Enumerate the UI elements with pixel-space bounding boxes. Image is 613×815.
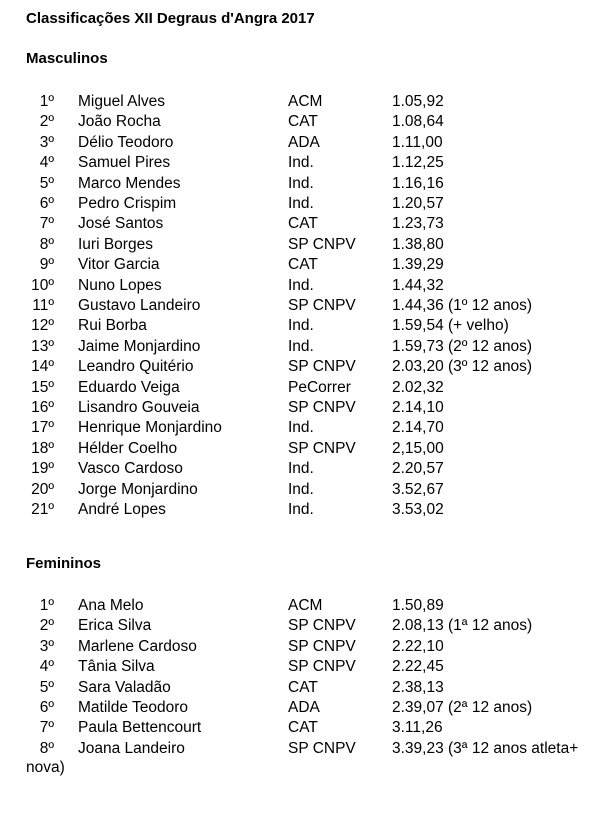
position-cell: 7º bbox=[39, 215, 54, 233]
athlete-name-cell: André Lopes bbox=[78, 501, 166, 518]
athlete-name-cell: Matilde Teodoro bbox=[78, 699, 189, 716]
athlete-name-cell: João Rocha bbox=[78, 113, 161, 131]
athlete-name-cell: Vasco Cardoso bbox=[78, 460, 183, 478]
position-cell: 12º bbox=[31, 317, 54, 335]
position-cell: 16º bbox=[31, 399, 54, 416]
position-cell: 2º bbox=[39, 113, 54, 131]
athlete-name-cell: Iuri Borges bbox=[78, 235, 153, 253]
club-cell: SP CNPV bbox=[288, 637, 356, 655]
section-heading-femininos: Femininos bbox=[26, 555, 102, 572]
time-cell: 1.50,89 bbox=[392, 597, 444, 614]
athlete-name-cell: Ana Melo bbox=[78, 597, 144, 614]
club-cell: Ind. bbox=[288, 419, 314, 437]
athlete-name-cell: Samuel Pires bbox=[78, 154, 171, 172]
page-title: Classificações XII Degraus d'Angra 2017 bbox=[26, 10, 315, 27]
athlete-name-cell: Sara Valadão bbox=[78, 678, 171, 696]
club-cell: ACM bbox=[288, 597, 323, 614]
time-cell: 2.20,57 bbox=[392, 460, 444, 478]
athlete-name-cell: Leandro Quitério bbox=[78, 358, 194, 376]
club-cell: PeCorrer bbox=[288, 378, 351, 396]
position-cell: 14º bbox=[31, 358, 54, 376]
time-cell: 2.02,32 bbox=[392, 378, 444, 396]
club-cell: CAT bbox=[288, 256, 318, 274]
time-cell: 1.16,16 bbox=[392, 174, 444, 192]
club-cell: SP CNPV bbox=[288, 658, 356, 676]
club-cell: SP CNPV bbox=[288, 439, 356, 457]
athlete-name-cell: Paula Bettencourt bbox=[78, 719, 202, 737]
time-cell: 1.39,29 bbox=[392, 256, 444, 274]
club-cell: CAT bbox=[288, 719, 318, 737]
position-cell: 4º bbox=[39, 658, 54, 676]
position-cell: 6º bbox=[39, 195, 54, 212]
club-cell: Ind. bbox=[288, 337, 314, 355]
club-cell: ADA bbox=[288, 699, 320, 716]
position-cell: 17º bbox=[31, 419, 54, 437]
athlete-name-cell: Vitor Garcia bbox=[78, 256, 160, 274]
athlete-name-cell: Gustavo Landeiro bbox=[78, 297, 201, 314]
time-cell: 2,15,00 bbox=[392, 439, 444, 457]
time-cell: 2.22,45 bbox=[392, 658, 444, 676]
athlete-name-cell: Pedro Crispim bbox=[78, 195, 177, 212]
position-cell: 6º bbox=[39, 699, 54, 716]
club-cell: ADA bbox=[288, 133, 320, 151]
position-cell: 10º bbox=[31, 276, 54, 294]
position-cell: 21º bbox=[31, 501, 54, 518]
club-cell: Ind. bbox=[288, 174, 314, 192]
row-continuation-text: nova) bbox=[26, 759, 65, 776]
club-cell: SP CNPV bbox=[288, 297, 356, 314]
athlete-name-cell: Jaime Monjardino bbox=[78, 337, 201, 355]
time-cell: 1.59,73 (2º 12 anos) bbox=[392, 337, 533, 355]
time-cell: 2.38,13 bbox=[392, 678, 444, 696]
club-cell: SP CNPV bbox=[288, 358, 356, 376]
club-cell: Ind. bbox=[288, 154, 314, 172]
athlete-name-cell: Miguel Alves bbox=[78, 93, 166, 110]
club-cell: Ind. bbox=[288, 276, 314, 294]
position-cell: 8º bbox=[39, 235, 54, 253]
time-cell: 2.14,10 bbox=[392, 399, 444, 416]
club-cell: CAT bbox=[288, 678, 318, 696]
time-cell: 1.44,32 bbox=[392, 276, 444, 294]
athlete-name-cell: Nuno Lopes bbox=[78, 276, 162, 294]
position-cell: 1º bbox=[39, 597, 54, 614]
time-cell: 1.05,92 bbox=[392, 93, 444, 110]
position-cell: 11º bbox=[32, 297, 54, 314]
position-cell: 8º bbox=[39, 739, 54, 757]
position-cell: 13º bbox=[31, 337, 54, 355]
club-cell: Ind. bbox=[288, 501, 314, 518]
time-cell: 3.11,26 bbox=[392, 719, 443, 737]
time-cell: 2.22,10 bbox=[392, 637, 444, 655]
position-cell: 5º bbox=[39, 174, 54, 192]
position-cell: 3º bbox=[39, 133, 54, 151]
club-cell: ACM bbox=[288, 93, 323, 110]
position-cell: 3º bbox=[39, 637, 54, 655]
club-cell: CAT bbox=[288, 215, 318, 233]
club-cell: SP CNPV bbox=[288, 399, 356, 416]
time-cell: 2.08,13 (1ª 12 anos) bbox=[392, 617, 533, 635]
position-cell: 15º bbox=[31, 378, 54, 396]
athlete-name-cell: Hélder Coelho bbox=[78, 439, 178, 457]
time-cell: 1.38,80 bbox=[392, 235, 444, 253]
position-cell: 19º bbox=[31, 460, 54, 478]
time-cell: 1.23,73 bbox=[392, 215, 444, 233]
club-cell: Ind. bbox=[288, 480, 314, 498]
time-cell: 2.39,07 (2ª 12 anos) bbox=[392, 699, 533, 716]
club-cell: SP CNPV bbox=[288, 235, 356, 253]
athlete-name-cell: José Santos bbox=[78, 215, 164, 233]
athlete-name-cell: Rui Borba bbox=[78, 317, 147, 335]
time-cell: 2.03,20 (3º 12 anos) bbox=[392, 358, 533, 376]
time-cell: 2.14,70 bbox=[392, 419, 444, 437]
time-cell: 3.39,23 (3ª 12 anos atleta+ bbox=[392, 739, 579, 757]
position-cell: 7º bbox=[39, 719, 54, 737]
athlete-name-cell: Henrique Monjardino bbox=[78, 419, 222, 437]
club-cell: Ind. bbox=[288, 460, 314, 478]
athlete-name-cell: Joana Landeiro bbox=[78, 739, 185, 757]
time-cell: 1.12,25 bbox=[392, 154, 444, 172]
time-cell: 1.44,36 (1º 12 anos) bbox=[392, 297, 533, 314]
position-cell: 9º bbox=[39, 256, 54, 274]
athlete-name-cell: Jorge Monjardino bbox=[78, 480, 198, 498]
position-cell: 18º bbox=[31, 439, 54, 457]
time-cell: 1.08,64 bbox=[392, 113, 444, 131]
time-cell: 3.52,67 bbox=[392, 480, 444, 498]
time-cell: 1.20,57 bbox=[392, 195, 444, 212]
club-cell: CAT bbox=[288, 113, 318, 131]
athlete-name-cell: Eduardo Veiga bbox=[78, 378, 180, 396]
position-cell: 1º bbox=[39, 93, 54, 110]
club-cell: Ind. bbox=[288, 195, 314, 212]
position-cell: 20º bbox=[31, 480, 54, 498]
time-cell: 1.11,00 bbox=[392, 133, 443, 151]
time-cell: 3.53,02 bbox=[392, 501, 444, 518]
athlete-name-cell: Marlene Cardoso bbox=[78, 637, 197, 655]
athlete-name-cell: Tânia Silva bbox=[78, 658, 155, 676]
athlete-name-cell: Marco Mendes bbox=[78, 174, 181, 192]
athlete-name-cell: Erica Silva bbox=[78, 617, 152, 635]
position-cell: 5º bbox=[39, 678, 54, 696]
athlete-name-cell: Lisandro Gouveia bbox=[78, 399, 200, 416]
club-cell: SP CNPV bbox=[288, 617, 356, 635]
club-cell: SP CNPV bbox=[288, 739, 356, 757]
position-cell: 4º bbox=[39, 154, 54, 172]
position-cell: 2º bbox=[39, 617, 54, 635]
club-cell: Ind. bbox=[288, 317, 314, 335]
time-cell: 1.59,54 (+ velho) bbox=[392, 317, 509, 335]
section-heading-masculinos: Masculinos bbox=[26, 50, 108, 67]
athlete-name-cell: Délio Teodoro bbox=[78, 133, 174, 151]
